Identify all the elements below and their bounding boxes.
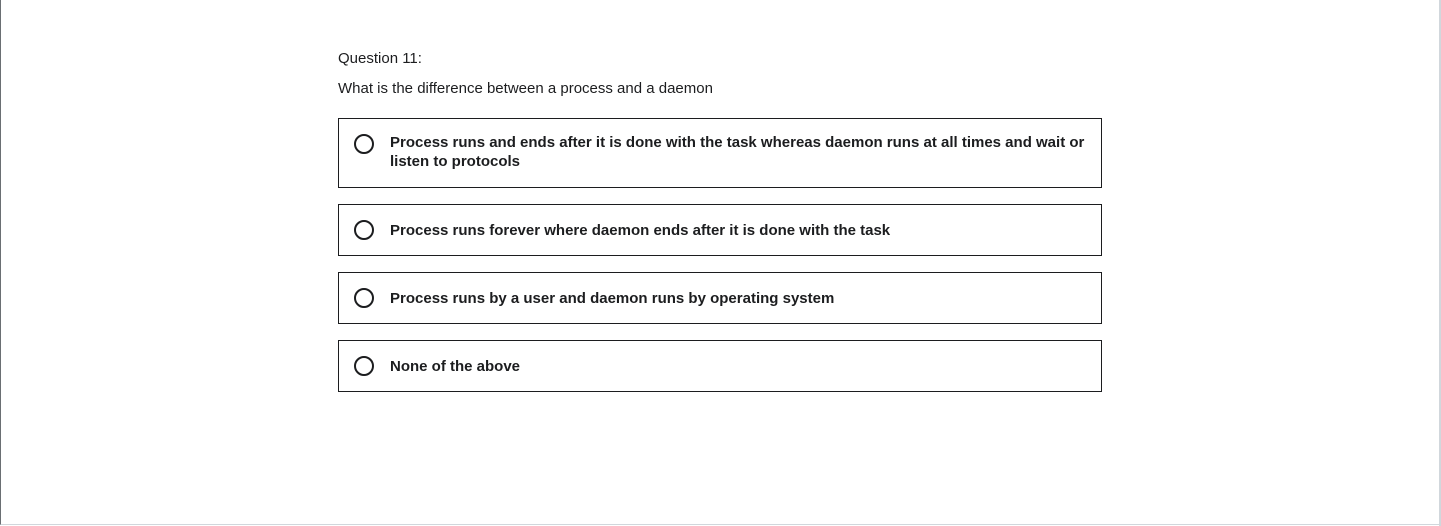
answer-option-4[interactable] [338, 340, 1102, 392]
question-prompt: What is the difference between a process and a daemon [338, 80, 713, 97]
answer-option-3[interactable] [338, 272, 1102, 324]
radio-icon[interactable] [354, 356, 374, 376]
answer-option-label: Process runs by a user and daemon runs by operating system [390, 289, 835, 307]
answer-option-label: Process runs forever where daemon ends after it is done with the task [390, 221, 891, 239]
quiz-question-panel [338, 48, 1102, 408]
answer-option-1[interactable] [338, 118, 1102, 188]
answer-option-label: Process runs and ends after it is done with the task whereas daemon runs at all times and wait or listen to protocols [390, 134, 1085, 170]
question-number: Question 11: [338, 50, 422, 67]
answer-option-2[interactable] [338, 204, 1102, 256]
radio-icon[interactable] [354, 288, 374, 308]
radio-icon[interactable] [354, 134, 374, 154]
answer-option-label: None of the above [390, 357, 521, 375]
radio-icon[interactable] [354, 220, 374, 240]
